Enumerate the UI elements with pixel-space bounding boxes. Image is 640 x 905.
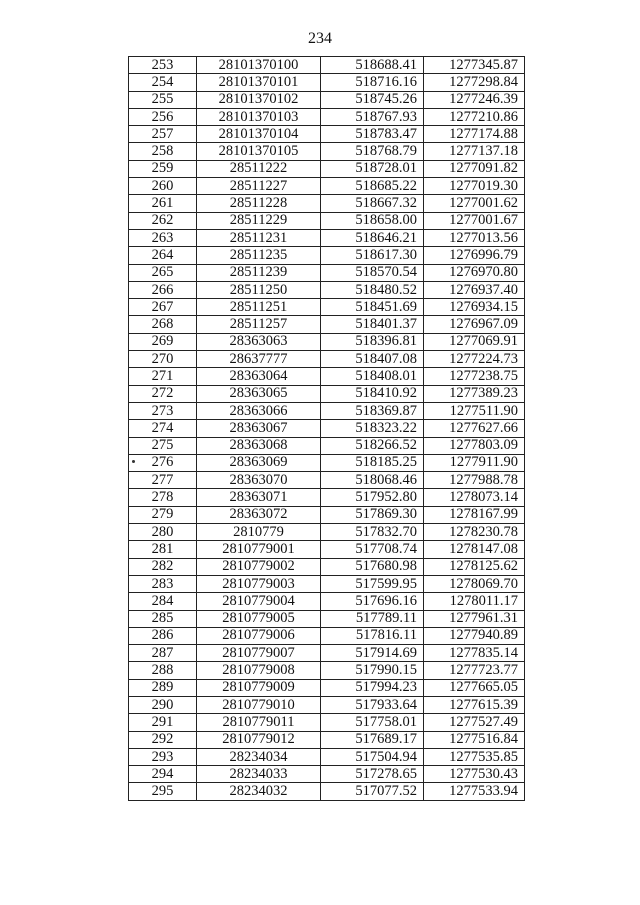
row-number-cell: 265: [129, 264, 197, 281]
y-coordinate-cell: 1277516.84: [424, 731, 525, 748]
table-row: [129, 108, 525, 125]
table-row: [129, 454, 525, 471]
table-row: [129, 662, 525, 679]
x-coordinate-cell: 517952.80: [321, 489, 424, 506]
row-number-cell: 283: [129, 575, 197, 592]
page-number: 234: [308, 30, 332, 47]
row-number-cell: 269: [129, 333, 197, 350]
y-coordinate-cell: 1277345.87: [424, 57, 525, 74]
row-number-cell: 273: [129, 402, 197, 419]
row-number-cell: 257: [129, 126, 197, 143]
row-number-cell: 253: [129, 57, 197, 74]
y-coordinate-cell: 1277627.66: [424, 420, 525, 437]
row-number-cell: 279: [129, 506, 197, 523]
y-coordinate-cell: 1277238.75: [424, 368, 525, 385]
x-coordinate-cell: 518323.22: [321, 420, 424, 437]
x-coordinate-cell: 518396.81: [321, 333, 424, 350]
y-coordinate-cell: 1277001.62: [424, 195, 525, 212]
x-coordinate-cell: 517599.95: [321, 575, 424, 592]
row-number-cell: 290: [129, 696, 197, 713]
y-coordinate-cell: 1278073.14: [424, 489, 525, 506]
point-id-cell: 2810779001: [197, 541, 321, 558]
row-number-cell: 274: [129, 420, 197, 437]
table-row: [129, 420, 525, 437]
table-row: [129, 333, 525, 350]
table-row: [129, 593, 525, 610]
y-coordinate-cell: 1277911.90: [424, 454, 525, 471]
x-coordinate-cell: 518646.21: [321, 229, 424, 246]
x-coordinate-cell: 518068.46: [321, 472, 424, 489]
y-coordinate-cell: 1276937.40: [424, 281, 525, 298]
row-number-cell: 292: [129, 731, 197, 748]
row-number-cell: 255: [129, 91, 197, 108]
y-coordinate-cell: 1277723.77: [424, 662, 525, 679]
x-coordinate-cell: 518688.41: [321, 57, 424, 74]
table-row: [129, 489, 525, 506]
row-number-cell: 262: [129, 212, 197, 229]
table-row: [129, 281, 525, 298]
table-row: [129, 368, 525, 385]
row-number-cell: 287: [129, 645, 197, 662]
x-coordinate-cell: 518369.87: [321, 402, 424, 419]
point-id-cell: 28511257: [197, 316, 321, 333]
y-coordinate-cell: 1277298.84: [424, 74, 525, 91]
table-row: [129, 627, 525, 644]
point-id-cell: 28363067: [197, 420, 321, 437]
row-number-cell: 291: [129, 714, 197, 731]
y-coordinate-cell: 1277210.86: [424, 108, 525, 125]
table-row: [129, 351, 525, 368]
x-coordinate-cell: 517758.01: [321, 714, 424, 731]
table-row: [129, 212, 525, 229]
row-number-cell: 271: [129, 368, 197, 385]
y-coordinate-cell: 1277013.56: [424, 229, 525, 246]
table-row: [129, 178, 525, 195]
row-number-cell: 280: [129, 524, 197, 541]
row-number-cell: 288: [129, 662, 197, 679]
point-id-cell: 28363069: [197, 454, 321, 471]
y-coordinate-cell: 1277174.88: [424, 126, 525, 143]
row-number-cell: 278: [129, 489, 197, 506]
table-row: [129, 143, 525, 160]
table-row: [129, 731, 525, 748]
row-number-cell: 272: [129, 385, 197, 402]
point-id-cell: 2810779010: [197, 696, 321, 713]
table-row: [129, 714, 525, 731]
point-id-cell: 2810779007: [197, 645, 321, 662]
table-row: [129, 316, 525, 333]
row-number-cell: 284: [129, 593, 197, 610]
row-number-cell: 264: [129, 247, 197, 264]
point-id-cell: 2810779008: [197, 662, 321, 679]
x-coordinate-cell: 517914.69: [321, 645, 424, 662]
row-number-cell: 266: [129, 281, 197, 298]
x-coordinate-cell: 517504.94: [321, 748, 424, 765]
y-coordinate-cell: 1278147.08: [424, 541, 525, 558]
table-row: [129, 195, 525, 212]
point-id-cell: 28363068: [197, 437, 321, 454]
table-row: [129, 575, 525, 592]
x-coordinate-cell: 518480.52: [321, 281, 424, 298]
point-id-cell: 28101370102: [197, 91, 321, 108]
y-coordinate-cell: 1277535.85: [424, 748, 525, 765]
row-number-cell: 286: [129, 627, 197, 644]
row-number-cell: 275: [129, 437, 197, 454]
y-coordinate-cell: 1277527.49: [424, 714, 525, 731]
table-row: [129, 558, 525, 575]
row-number-cell: 294: [129, 766, 197, 783]
point-id-cell: 2810779005: [197, 610, 321, 627]
point-id-cell: 28511231: [197, 229, 321, 246]
point-id-cell: 28363063: [197, 333, 321, 350]
x-coordinate-cell: 518728.01: [321, 160, 424, 177]
row-number-cell: 276: [129, 454, 197, 471]
y-coordinate-cell: 1277803.09: [424, 437, 525, 454]
row-number-cell: 261: [129, 195, 197, 212]
x-coordinate-cell: 517832.70: [321, 524, 424, 541]
point-id-cell: 28511250: [197, 281, 321, 298]
y-coordinate-cell: 1278125.62: [424, 558, 525, 575]
point-id-cell: 28363065: [197, 385, 321, 402]
row-number-cell: 270: [129, 351, 197, 368]
table-row: [129, 247, 525, 264]
row-number-cell: 295: [129, 783, 197, 800]
x-coordinate-cell: 517689.17: [321, 731, 424, 748]
x-coordinate-cell: 517278.65: [321, 766, 424, 783]
y-coordinate-cell: 1277835.14: [424, 645, 525, 662]
y-coordinate-cell: 1277137.18: [424, 143, 525, 160]
point-id-cell: 28101370104: [197, 126, 321, 143]
x-coordinate-cell: 518185.25: [321, 454, 424, 471]
table-row: [129, 766, 525, 783]
point-id-cell: 28511235: [197, 247, 321, 264]
row-number-cell: 254: [129, 74, 197, 91]
point-id-cell: 2810779: [197, 524, 321, 541]
y-coordinate-cell: 1277530.43: [424, 766, 525, 783]
point-id-cell: 28234033: [197, 766, 321, 783]
x-coordinate-cell: 517816.11: [321, 627, 424, 644]
coordinates-table: [128, 56, 525, 801]
table-row: [129, 524, 525, 541]
table-row: [129, 229, 525, 246]
x-coordinate-cell: 517933.64: [321, 696, 424, 713]
point-id-cell: 28637777: [197, 351, 321, 368]
x-coordinate-cell: 518401.37: [321, 316, 424, 333]
table-row: [129, 126, 525, 143]
table-row: [129, 74, 525, 91]
point-id-cell: 28363066: [197, 402, 321, 419]
y-coordinate-cell: 1277246.39: [424, 91, 525, 108]
x-coordinate-cell: 517789.11: [321, 610, 424, 627]
y-coordinate-cell: 1278011.17: [424, 593, 525, 610]
table-row: [129, 91, 525, 108]
x-coordinate-cell: 518783.47: [321, 126, 424, 143]
point-id-cell: 2810779011: [197, 714, 321, 731]
y-coordinate-cell: 1277988.78: [424, 472, 525, 489]
point-id-cell: 28363070: [197, 472, 321, 489]
row-number-cell: 277: [129, 472, 197, 489]
point-id-cell: 2810779012: [197, 731, 321, 748]
y-coordinate-cell: 1276934.15: [424, 299, 525, 316]
row-number-cell: 293: [129, 748, 197, 765]
x-coordinate-cell: 517696.16: [321, 593, 424, 610]
x-coordinate-cell: 518570.54: [321, 264, 424, 281]
y-coordinate-cell: 1278230.78: [424, 524, 525, 541]
table-row: [129, 264, 525, 281]
row-number-cell: 256: [129, 108, 197, 125]
x-coordinate-cell: 517869.30: [321, 506, 424, 523]
y-coordinate-cell: 1276996.79: [424, 247, 525, 264]
table-row: [129, 696, 525, 713]
row-number-cell: 263: [129, 229, 197, 246]
point-id-cell: 2810779009: [197, 679, 321, 696]
point-id-cell: 28511229: [197, 212, 321, 229]
point-id-cell: 2810779006: [197, 627, 321, 644]
table-row: [129, 679, 525, 696]
x-coordinate-cell: 517990.15: [321, 662, 424, 679]
x-coordinate-cell: 518658.00: [321, 212, 424, 229]
table-row: [129, 160, 525, 177]
point-id-cell: 28363064: [197, 368, 321, 385]
x-coordinate-cell: 518768.79: [321, 143, 424, 160]
y-coordinate-cell: 1277001.67: [424, 212, 525, 229]
x-coordinate-cell: 518266.52: [321, 437, 424, 454]
y-coordinate-cell: 1277961.31: [424, 610, 525, 627]
table-row: [129, 472, 525, 489]
y-coordinate-cell: 1277091.82: [424, 160, 525, 177]
y-coordinate-cell: 1277224.73: [424, 351, 525, 368]
point-id-cell: 28511222: [197, 160, 321, 177]
y-coordinate-cell: 1277940.89: [424, 627, 525, 644]
x-coordinate-cell: 517708.74: [321, 541, 424, 558]
x-coordinate-cell: 517680.98: [321, 558, 424, 575]
table-row: [129, 506, 525, 523]
row-number-cell: 260: [129, 178, 197, 195]
row-number-cell: 268: [129, 316, 197, 333]
table-row: [129, 783, 525, 800]
coordinates-table-body: [129, 57, 525, 801]
point-id-cell: 28511239: [197, 264, 321, 281]
table-row: [129, 610, 525, 627]
table-row: [129, 299, 525, 316]
y-coordinate-cell: 1277665.05: [424, 679, 525, 696]
point-id-cell: 2810779004: [197, 593, 321, 610]
x-coordinate-cell: 518745.26: [321, 91, 424, 108]
table-row: [129, 385, 525, 402]
point-id-cell: 28363071: [197, 489, 321, 506]
row-number-cell: 267: [129, 299, 197, 316]
x-coordinate-cell: 518667.32: [321, 195, 424, 212]
y-coordinate-cell: 1278069.70: [424, 575, 525, 592]
point-id-cell: 2810779002: [197, 558, 321, 575]
x-coordinate-cell: 518410.92: [321, 385, 424, 402]
table-row: [129, 541, 525, 558]
x-coordinate-cell: 518408.01: [321, 368, 424, 385]
x-coordinate-cell: 518451.69: [321, 299, 424, 316]
point-id-cell: 28511251: [197, 299, 321, 316]
x-coordinate-cell: 518767.93: [321, 108, 424, 125]
point-id-cell: 28234034: [197, 748, 321, 765]
point-id-cell: 28511228: [197, 195, 321, 212]
y-coordinate-cell: 1277533.94: [424, 783, 525, 800]
y-coordinate-cell: 1277511.90: [424, 402, 525, 419]
row-number-cell: 258: [129, 143, 197, 160]
y-coordinate-cell: 1277389.23: [424, 385, 525, 402]
y-coordinate-cell: 1276967.09: [424, 316, 525, 333]
row-number-cell: 282: [129, 558, 197, 575]
table-row: [129, 437, 525, 454]
x-coordinate-cell: 518407.08: [321, 351, 424, 368]
table-row: [129, 402, 525, 419]
point-id-cell: 28511227: [197, 178, 321, 195]
point-id-cell: 28101370101: [197, 74, 321, 91]
row-number-cell: 281: [129, 541, 197, 558]
table-row: [129, 748, 525, 765]
x-coordinate-cell: 518685.22: [321, 178, 424, 195]
point-id-cell: 28101370103: [197, 108, 321, 125]
y-coordinate-cell: 1277069.91: [424, 333, 525, 350]
point-id-cell: 28363072: [197, 506, 321, 523]
point-id-cell: 28101370100: [197, 57, 321, 74]
row-number-cell: 289: [129, 679, 197, 696]
x-coordinate-cell: 517077.52: [321, 783, 424, 800]
x-coordinate-cell: 518716.16: [321, 74, 424, 91]
y-coordinate-cell: 1276970.80: [424, 264, 525, 281]
y-coordinate-cell: 1277615.39: [424, 696, 525, 713]
point-id-cell: 2810779003: [197, 575, 321, 592]
y-coordinate-cell: 1278167.99: [424, 506, 525, 523]
row-number-cell: 259: [129, 160, 197, 177]
x-coordinate-cell: 518617.30: [321, 247, 424, 264]
x-coordinate-cell: 517994.23: [321, 679, 424, 696]
y-coordinate-cell: 1277019.30: [424, 178, 525, 195]
table-row: [129, 57, 525, 74]
point-id-cell: 28234032: [197, 783, 321, 800]
table-row: [129, 645, 525, 662]
row-number-cell: 285: [129, 610, 197, 627]
point-id-cell: 28101370105: [197, 143, 321, 160]
